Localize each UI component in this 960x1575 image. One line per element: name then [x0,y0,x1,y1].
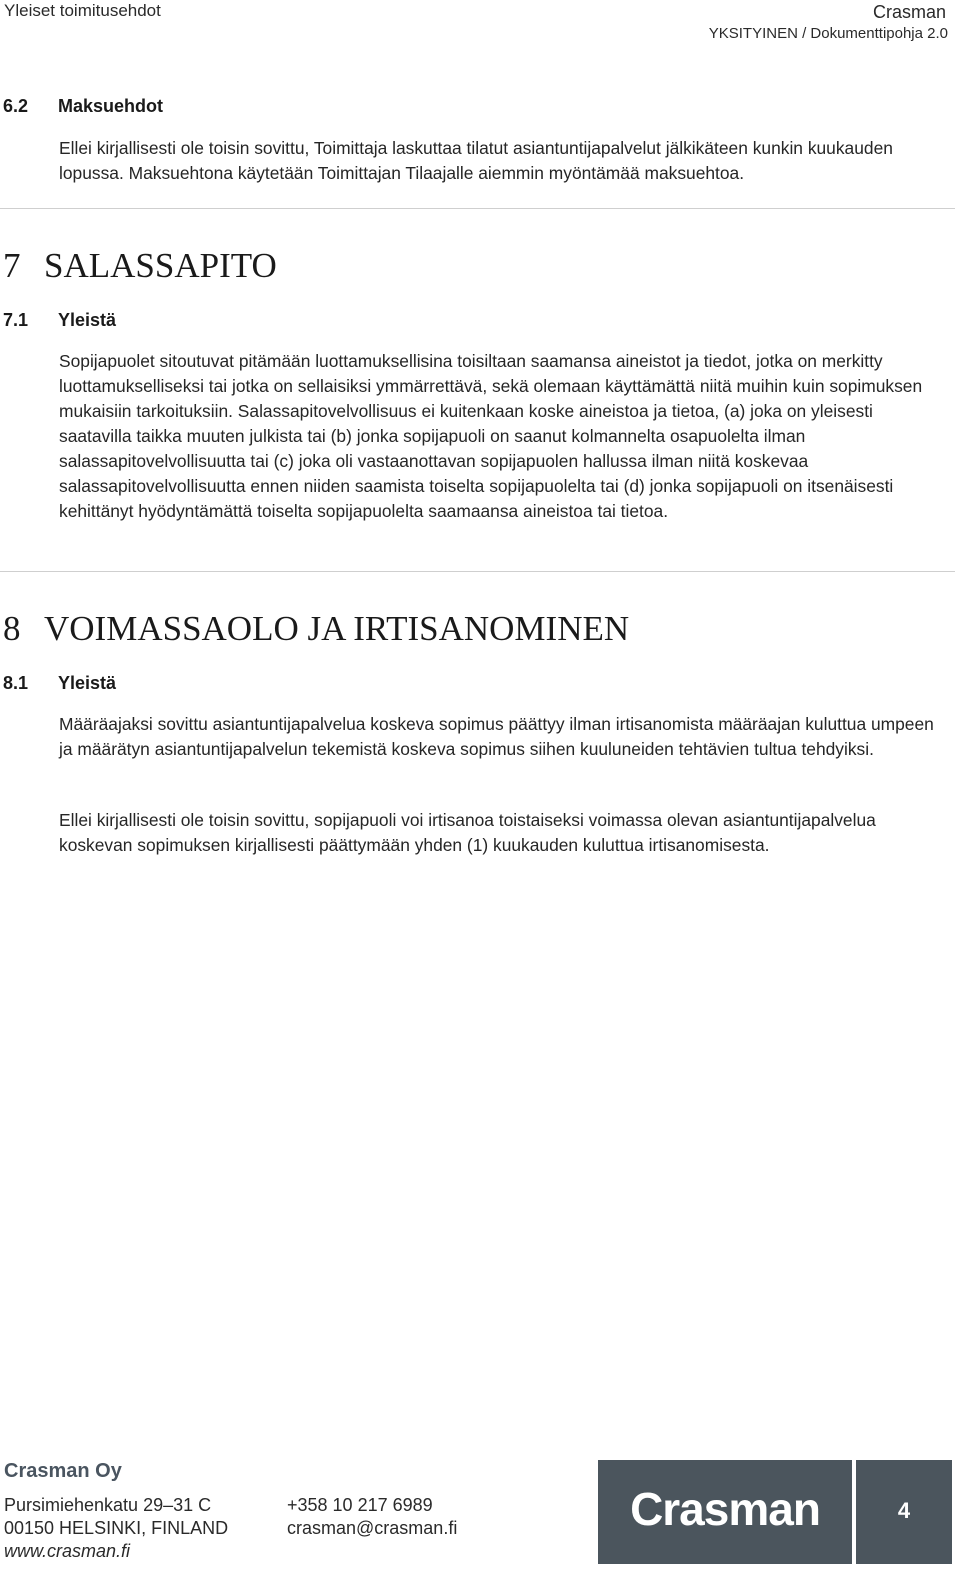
logo-wordmark: Crasman [630,1483,820,1535]
page-number-box [856,1460,952,1564]
section-title: Yleistä [58,673,117,693]
page-number: 4 [897,1498,911,1523]
chapter-8-heading [3,609,629,649]
footer-website-link[interactable]: www.crasman.fi [4,1541,131,1561]
section-title: Yleistä [58,310,117,330]
footer-street: Pursimiehenkatu 29–31 C [4,1495,212,1515]
crasman-logo [598,1460,852,1564]
chapter-7-heading [3,246,277,286]
chapter-title: VOIMASSAOLO JA IRTISANOMINEN [44,609,630,648]
section-7-1-paragraph: Sopijapuolet sitoutuvat pitämään luottamuksellisina toisiltaan saamansa aineistot ja tiedot, jotka on merkitty luottamukselliseksi tai jotka on sellaisiksi ymmärrettävä, sekä olemaan käyttämättä niitä muihin kuin sopimuksen mukaisiin tarkoituksiin. Salassapitovelvollisuus ei kuitenkaan koske aineistoa ja tietoa, (a) joka on yleisesti saatavilla taikka muuten julkista tai (b) jonka sopijapuoli on saanut kolmannelta osapuolelta ilman salassapitovelvollisuutta tai (c) joka oli vastaanottavan sopijapuolen hallussa ilman niitä koskevaa salassapitovelvollisuutta ennen niiden saamista toiselta sopijapuolelta tai (d) jonka sopijapuoli on itsenäisesti kehittänyt hyödyntämättä toiselta sopijapuolelta saamaansa aineistoa tai tietoa. [59,351,923,521]
section-number: 6.2 [3,96,29,116]
chapter-title: SALASSAPITO [44,246,277,285]
document-title: Yleiset toimitusehdot [4,1,161,20]
section-number: 7.1 [3,310,29,330]
chapter-number: 7 [3,246,21,285]
footer-phone: +358 10 217 6989 [287,1495,433,1515]
section-6-2-paragraph: Ellei kirjallisesti ole toisin sovittu, Toimittaja laskuttaa tilatut asiantuntijapalvelut jälkikäteen kunkin kuukauden lopussa. Maksuehtona käytetään Toimittajan Tilaajalle aiemmin myöntämää maksuehtoa. [59,138,893,183]
chapter-number: 8 [3,609,21,648]
header-company: Crasman [872,2,946,22]
header-classification: YKSITYINEN / Dokumenttipohja 2.0 [708,25,948,42]
section-divider [0,571,955,572]
section-8-1-paragraph-1: Määräajaksi sovittu asiantuntijapalvelua koskeva sopimus päättyy ilman irtisanomista määräajan kuluttua umpeen ja määrätyn asiantuntijapalvelun tekemistä koskeva sopimus siihen kuuluneiden tehtävien tultua tehdyiksi. [59,714,934,759]
section-title: Maksuehdot [58,96,164,116]
section-number: 8.1 [3,673,29,693]
footer-email-link[interactable]: crasman@crasman.fi [287,1518,458,1538]
footer-company-name: Crasman Oy [4,1460,122,1482]
section-divider [0,208,955,209]
footer-city: 00150 HELSINKI, FINLAND [4,1518,229,1538]
section-8-1-paragraph-2: Ellei kirjallisesti ole toisin sovittu, sopijapuoli voi irtisanoa toistaiseksi voimassa olevan asiantuntijapalvelua koskevan sopimuksen kirjallisesti päättymään yhden (1) kuukauden kuluttua irtisanomisesta. [59,810,876,855]
